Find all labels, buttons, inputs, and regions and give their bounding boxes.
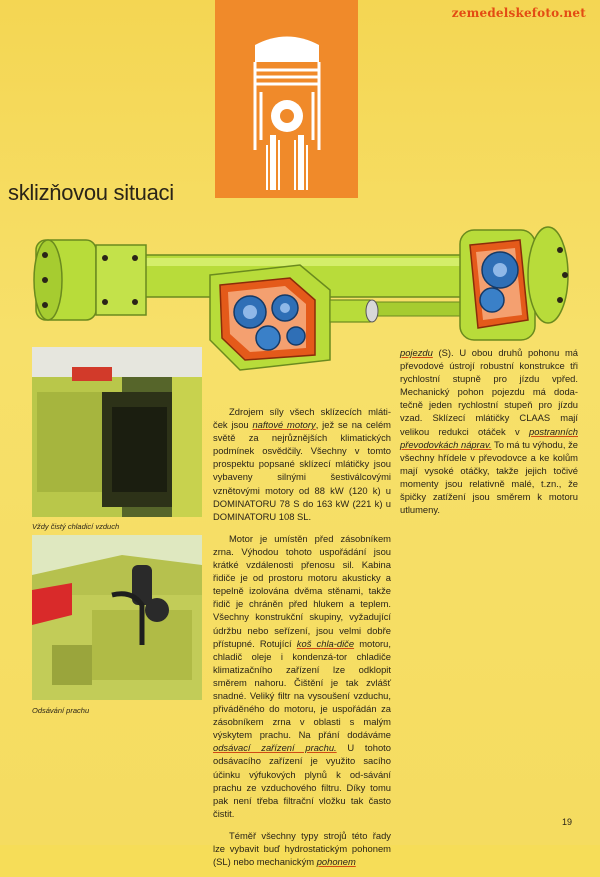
paragraph-drive-continued <box>400 346 578 516</box>
paragraph-engines <box>213 405 391 523</box>
text-run: To má tu výhodu, že všechny hřídele v převodovce a ke kolům mají vysoké otáčky, takže jejich točivé momenty jsou relativně malé, t.zn., že špičky zatížení jsou směrem k motoru utlumeny. <box>400 438 578 516</box>
text-run: Téměř všechny typy strojů této řady lze vybavit buď hydrostatickým pohonem (SL) nebo mechanickým <box>213 829 391 868</box>
photo1-caption: Vždy čistý chladicí vzduch <box>32 522 120 531</box>
orange-header-panel <box>215 0 358 198</box>
photo-cooling-air <box>32 347 202 517</box>
highlighted-term: pojezdu <box>400 347 433 358</box>
text-column-1 <box>213 405 391 877</box>
highlighted-term: naftové motory <box>252 419 316 431</box>
left-wheel-hub <box>34 240 146 320</box>
page-number: 19 <box>561 817 572 827</box>
paragraph-drive <box>213 829 391 868</box>
piston-icon <box>215 0 358 198</box>
text-run: Motor je umístěn před zásobníkem zrna. Výhodou tohoto uspořádání jsou krátké vzdálenosti přenosu sil. Kabina řidiče je od prostoru motoru akusticky a tepelně izolována dvěma stěnami, takže řidič je chráněn před hlukem a teplem. Všechny konstrukční skupiny, vyžadující údržbu nebo seřízení, jsou velmi dobře přístupné. Rotující <box>213 532 391 649</box>
photo-dust-extraction <box>32 535 202 700</box>
text-column-2 <box>400 346 578 525</box>
text-run: motoru, chladič oleje i kondenzá-tor chladiče klimatizačního zařízení lze odklopit směrem nahoru. Čištění je tak zvlášť snadné. Veliký filtr na vysoušení vzduchu, přiváděného do motoru, je uspořádán za zásobníkem zrna v oblasti s malým výskytem prachu. Na přání dodáváme <box>213 637 392 741</box>
text-run: Zdrojem síly všech sklízecích mláti-ček jsou <box>213 406 391 431</box>
highlighted-term: odsávací zařízení prachu. <box>213 742 337 754</box>
paragraph-engine-position <box>213 532 391 820</box>
right-wheel-hub <box>460 227 568 340</box>
text-run: , jež se na celém světě za nejrůznějších klimatických podmínek osvědčily. Všechny v tomto prospektu popsané sklízecí mlátičky jsou vybaveny silnými šestiválcovými vznětovými motory od 88 kW (120 k) u DOMINATORU 78 S do 163 kW (221 k) u DOMINATORU 108 SL. <box>213 419 391 522</box>
photo2-caption: Odsávání prachu <box>32 706 90 715</box>
text-run: (S). U obou druhů pohonu má převodové ústrojí robustní konstrukce tři rychlostní stupně pro jízdu vpřed. Mechanický pohon pojezdu má doda-tečně jeden rychlostní stupeň pro jízdu vzad. Sklízecí mlátičky CLAAS mají velikou redukci otáček v <box>400 347 578 437</box>
watermark: zemedelskefoto.net <box>451 6 586 20</box>
highlighted-term: postranních převodovkách náprav. <box>400 425 578 450</box>
highlighted-term: koš chla-diče <box>296 637 355 649</box>
section-title: sklizňovou situaci <box>8 180 174 205</box>
text-run: U tohoto odsávacího zařízení je využito sacího účinku výfukových plynů k od-sávání prachu ze vzduchového filtru. Díky tomu pak není třeba filtrační vložku tak často čistit. <box>213 742 391 819</box>
highlighted-term: pohonem <box>316 856 356 868</box>
